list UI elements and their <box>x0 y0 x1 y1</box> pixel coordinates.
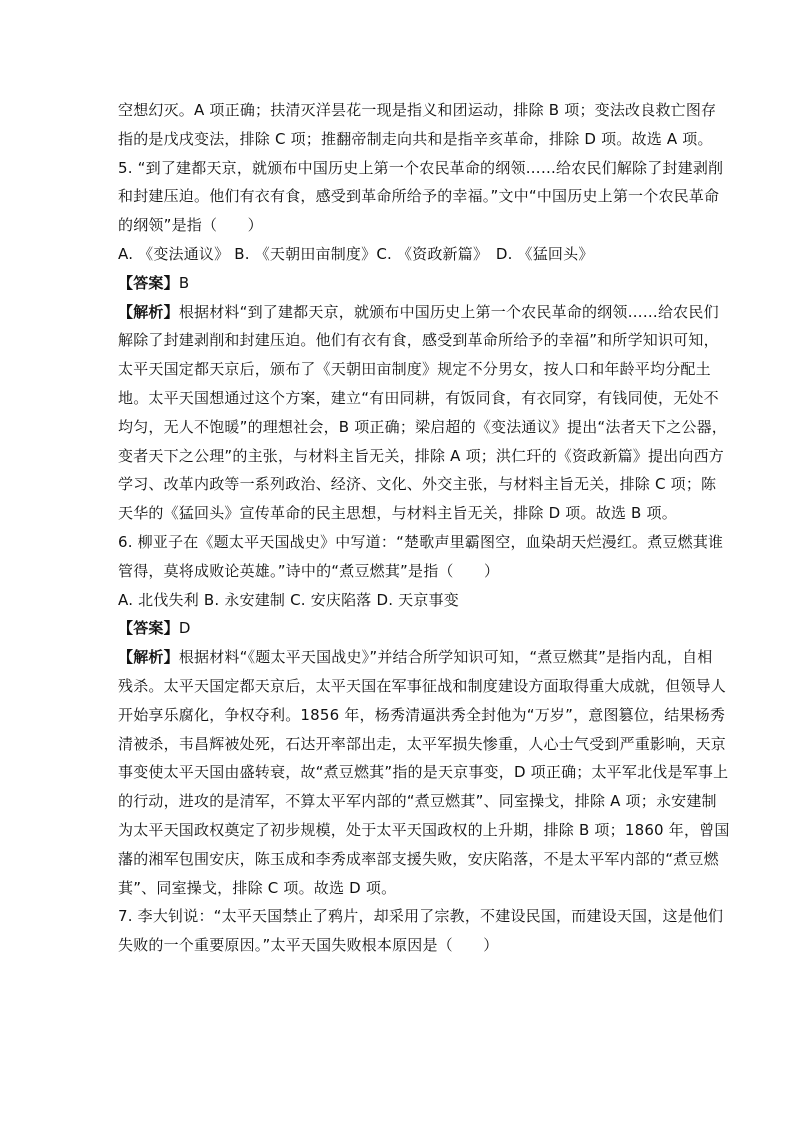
question-6-options: A. 北伐失利 B. 永安建制 C. 安庆陷落 D. 天京事变 <box>118 590 459 609</box>
text-line: 解除了封建剥削和封建压迫。他们有衣有食，感受到革命所给予的幸福”和所学知识可知， <box>118 331 719 350</box>
question-6-stem: 6. 柳亚子在《题太平天国战史》中写道：“楚歌声里霸图空，血染胡天烂漫红。煮豆燃萁谁 <box>118 532 724 551</box>
text-line: 的行动，进攻的是清军，不算太平军内部的“煮豆燃萁”、同室操戈，排除 A 项；永安建制 <box>118 792 717 811</box>
text-line: 萁”、同室操戈，排除 C 项。故选 D 项。 <box>118 878 397 897</box>
text-line: 指的是戊戌变法，排除 C 项；推翻帝制走向共和是指辛亥革命，排除 D 项。故选 A 项。 <box>118 129 713 148</box>
answer-tag: 【答案】 <box>118 273 179 292</box>
answer-line <box>118 614 680 643</box>
text-line: 变者天下之公理”的主张，与材料主旨无关，排除 A 项；洪仁玕的《资政新篇》提出向西方 <box>118 446 724 465</box>
analysis-line: 【解析】根据材料“《题太平天国战史》”并结合所学知识可知，“煮豆燃萁”是指内乱，自相 <box>118 648 713 667</box>
text-line: 管得，莫将成败论英雄。”诗中的“煮豆燃萁”是指（ ） <box>118 561 500 580</box>
question-5-options: A. 《变法通议》 B. 《天朝田亩制度》C. 《资政新篇》 D. 《猛回头》 <box>118 244 594 263</box>
text-line: 均匀，无人不饱暖”的理想社会，B 项正确；梁启超的《变法通议》提出“法者天下之公器， <box>118 417 728 436</box>
answer-line <box>118 269 680 298</box>
analysis-tag: 【解析】 <box>118 648 179 667</box>
text-line: 开始享乐腐化，争权夺利。1856 年，杨秀清逼洪秀全封他为“万岁”，意图篡位，结果杨秀 <box>118 705 726 724</box>
question-5-stem: 5. “到了建都天京，就颁布中国历史上第一个农民革命的纲领……给农民们解除了封建剥削 <box>118 158 724 177</box>
text-line: 地。太平天国想通过这个方案，建立“有田同耕，有饭同食，有衣同穿，有钱同使，无处不 <box>118 388 719 407</box>
text-line: 空想幻灭。A 项正确；扶清灭洋昙花一现是指义和团运动，排除 B 项；变法改良救亡图存 <box>118 101 717 119</box>
text-line: 藩的湘军包围安庆，陈玉成和李秀成率部支援失败，安庆陷落，不是太平军内部的“煮豆燃 <box>118 849 719 868</box>
text-line: 和封建压迫。他们有衣有食，感受到革命所给予的幸福。”文中“中国历史上第一个农民革命 <box>118 187 720 206</box>
text-line: 残杀。太平天国定都天京后，太平天国在军事征战和制度建设方面取得重大成就，但领导人 <box>118 676 727 695</box>
text-line: 事变使太平天国由盛转衰，故“煮豆燃萁”指的是天京事变，D 项正确；太平军北伐是军事上 <box>118 763 729 782</box>
analysis-line: 【解析】根据材料“到了建都天京，就颁布中国历史上第一个农民革命的纲领……给农民们 <box>118 302 719 321</box>
document-page <box>118 96 730 960</box>
question-7-stem: 7. 李大钊说：“太平天国禁止了鸦片，却采用了宗教，不建设民国，而建设天国，这是他们 <box>118 907 724 926</box>
answer-value: D <box>178 619 191 638</box>
text-line: 清被杀，韦昌辉被处死，石达开率部出走，太平军损失惨重，人心士气受到严重影响，天京 <box>118 734 727 753</box>
text-line: 失败的一个重要原因。”太平天国失败根本原因是（ ） <box>118 936 499 955</box>
analysis-tag: 【解析】 <box>118 302 179 321</box>
text-line: 天华的《猛回头》宣传革命的民主思想，与材料主旨无关，排除 D 项。故选 B 项。 <box>118 504 677 523</box>
text-line: 的纲领”是指（ ） <box>118 216 263 235</box>
answer-tag: 【答案】 <box>118 619 179 638</box>
answer-value: B <box>178 273 190 292</box>
text-line: 太平天国定都天京后，颁布了《天朝田亩制度》规定不分男女，按人口和年龄平均分配土 <box>118 360 711 379</box>
text-line: 为太平天国政权奠定了初步规模，处于太平天国政权的上升期，排除 B 项；1860 年，曾国 <box>118 820 730 839</box>
text-line: 学习、改革内政等一系列政治、经济、文化、外交主张，与材料主旨无关，排除 C 项；陈 <box>118 475 717 494</box>
